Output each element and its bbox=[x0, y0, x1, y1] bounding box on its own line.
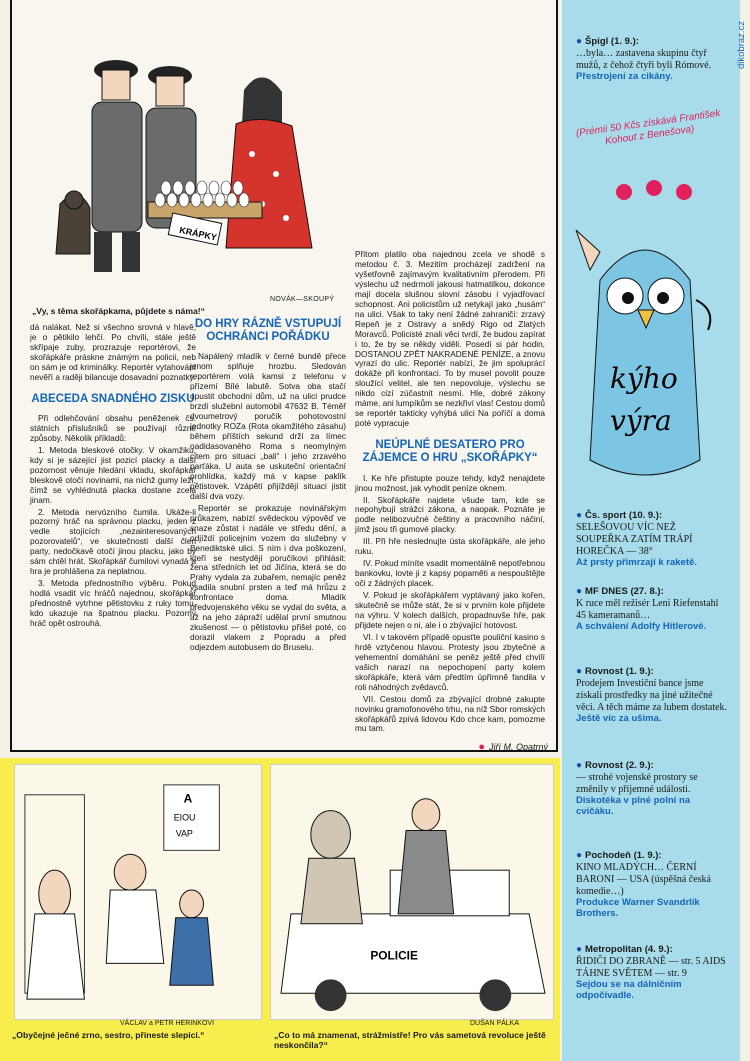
entry-quote: K ruce měl režisér Leni Riefenstahl 45 kameramanů… bbox=[576, 597, 719, 621]
sidebar-entry bbox=[576, 510, 728, 569]
entry-source: Rovnost bbox=[585, 760, 624, 771]
bullet-icon: ● bbox=[576, 760, 583, 771]
top-cartoon-illustration bbox=[30, 4, 348, 296]
heading-abeceda: ABECEDA SNADNÉHO ZISKU bbox=[31, 392, 195, 405]
entry-pun: Přestrojení za cikány. bbox=[576, 70, 673, 82]
article-paragraph: 2. Metoda nervózního čumila. Ukáže-li pozorný hráč na správnou placku, jeden z vedle stojících „nezainteresovaných pozorovatelů“, ve skutečnosti další člen party, nedočkavě otočí jinou placku, jako by sám chtěl hrát. Skořápkář čumilovi vynadá a hra je prohlášena za neplatnou. bbox=[30, 506, 196, 577]
owl-word-top: kýho bbox=[610, 362, 678, 395]
article-paragraph: VI. I v takovém případě opusťte pouliční kasino s hrdě vztyčenou hlavou. Protesty jsou zbytečné a vehementní domáhání se peněz ještě před chvílí vašich narazí na nepochopení party kolem skořápkáře, která vám předtím úpřímně fandila v roli náhodných zvědavců. bbox=[355, 631, 545, 692]
sidebar-entry bbox=[576, 944, 728, 1002]
eye-chart-line-1: A bbox=[183, 791, 193, 806]
entry-quote: ŘIDIČI DO ZBRANĚ — str. 5 AIDS TÁHNE SVĚTEM — str. 9 bbox=[576, 955, 726, 979]
eye-doctor-cartoon bbox=[14, 764, 262, 1020]
article-paragraph: VII. Cestou domů za zbývající drobné zakupte novinku gramofonového trhu, na níž Sbor romských skořápkářů zpívá lidovou Kdo chce kam, pomozme mu tam. bbox=[355, 693, 546, 734]
entry-pun: Sejdou se na dálničním odpočívadle. bbox=[576, 978, 682, 1001]
sidebar-entry bbox=[576, 666, 728, 725]
article-paragraph: 1. Metoda bleskové otočky. V okamžiku, kdy si je sázející jist pozicí placky a další pozornost věnuje hledání vkladu, skořápkář bleskově otočí novinami, na nichž gumy leží, čímž se vyhlédnutá placka dostane zcela jinam. bbox=[30, 444, 196, 505]
left-cartoon-caption: „Obyčejné ječné zrno, sestro, přineste slepici.“ bbox=[12, 1030, 205, 1040]
entry-date: (1. 9.): bbox=[610, 36, 639, 47]
article-paragraph: Přitom platilo oba najednou zcela ve shodě s metodou č. 3. Mezitím procházejí zadržení na vyšetřovně zajímavým kvalitativním přerodem. Při výslechu už nedrmolí jakousi hatmatilkou, dokonce mají docela slušnou slovní zásobu i vyjadřovací schopnost. Ani policistům už netykají jako „husám“ na ulici. Však to taky není žádné zahraničí: zrzavý Repeň je z Ostravy a snědý Rigo od Zlatých Moravců. Policisté znali věci tvrdí, že budou zapírat i to, že by se někdy viděli. Posedí si pár hodin, DOSTANOU ZPĚT NAKRADENÉ PENÍZE, a znovu vyrazí do ulic. Reportér nabízí, že jim spoluprácí dokáže při konfrontaci. To by musel povolit pouze sloužící velitel, ale ten nepovoluje, výslechu se nikdo cizí zúčastnit nesmí. Hle, dobré zákony máme, ani lumpíkům se nezkřiví vlas! Cestou domů se reportér takticky vyhýbá ulici Na poříčí a doma poté vypracuje bbox=[355, 249, 545, 429]
bullet-icon: ● bbox=[576, 586, 583, 597]
entry-pun: Až prsty přimrzají k raketě. bbox=[576, 556, 697, 568]
article-paragraph: Reportér se prokazuje novinářským průkazem, nabízí svědeckou výpověď ve snaze zůstat i nadále ve středu dění, a odjíždí policejním vozem do služebny v Benediktské ulici. S ním i dva poškození, kteří se nestydějí poručíkovi přihlásit: žena středních let od Jičína, která se do Prahy vydala za zubařem, nemajíc peněz vsadila snubní prsten a teď má hrůzu z konfrontace doma. Mladík předvojenského věku se vydal do světa, a už na jeho zápraží udělal první smutnou zkušenost — o pětistovku přišel poté, co dorazil vlakem z Popradu a před odjezdem autobusem do Bruselu. bbox=[190, 502, 346, 653]
article-paragraph: Při odlehčování obsahu peněženek čs. státních příslušníků se používají různé způsoby. Několik příkladů: bbox=[30, 412, 196, 443]
bullet-icon: ● bbox=[576, 510, 583, 521]
article-column-3 bbox=[355, 250, 545, 736]
entry-source: Rovnost bbox=[585, 666, 624, 677]
cartoon-band bbox=[0, 758, 560, 1061]
entry-date: (1. 9.): bbox=[625, 666, 654, 677]
entry-pun: A schválení Adolfy Hitlerové. bbox=[576, 620, 707, 632]
entry-pun: Ještě víc za ušima. bbox=[576, 712, 662, 724]
entry-date: (27. 8.): bbox=[630, 586, 664, 597]
eye-chart-line-2: EIOU bbox=[173, 812, 196, 823]
entry-date: (2. 9.): bbox=[625, 760, 654, 771]
article-paragraph: V. Pokud je skořápkářem vyptávaný jako kořen, skutečně se může stát, že si v prvním kole přijdete na výhru. V kolech dalších, propadnuvše hře, pak přijdete nejen o ni, ale i o zbývající hotovost. bbox=[355, 590, 545, 630]
article-paragraph: IV. Pokud míníte vsadit momentálně nepotřebnou bankovku, lovte ji z kapsy popaměti a nespouštějte oči z žádných placek. bbox=[355, 558, 545, 589]
site-tag: dikobraz.cz bbox=[736, 20, 747, 70]
right-cartoon-caption: „Co to má znamenat, strážmistře! Pro vás sametová revoluce ještě neskončila?“ bbox=[274, 1030, 546, 1051]
article-author bbox=[478, 741, 548, 753]
entry-date: (4. 9.): bbox=[644, 944, 673, 955]
bullet-icon: ● bbox=[576, 666, 583, 677]
entry-date: (10. 9.): bbox=[628, 510, 663, 521]
article-paragraph: 3. Metoda přednostního výběru. Pokud hodlá vsadit víc hráčů najednou, skořápkář přednostně vytrhne pětistovku z ruky tomu, kdo ukazuje na špatnou placku. Pozorný hráč opět ostrouhá. bbox=[30, 578, 196, 628]
top-cartoon-credit: NOVÁK—SKOUPÝ bbox=[270, 296, 335, 303]
article-paragraph: III. Při hře neslednujte ústa skořápkáře, ale jeho ruku. bbox=[355, 536, 545, 557]
left-cartoon-credit: VÁCLAV a PETR HERINKOVI bbox=[120, 1020, 215, 1027]
entry-pun: Produkce Warner Svandrlík Brothers. bbox=[576, 896, 700, 919]
author-name: Jiří M. Opatrný bbox=[488, 742, 548, 752]
bullet-dot-icon: ● bbox=[478, 741, 485, 753]
sidebar-entry bbox=[576, 586, 728, 633]
article-column-1 bbox=[30, 323, 196, 631]
sidebar-entry bbox=[576, 36, 728, 83]
sidebar-entry bbox=[576, 850, 728, 920]
article-column-2 bbox=[190, 318, 346, 655]
entry-quote: Prodejem Investiční bance jsme získali prostředky na jiné užitečné věci. A těch máme za lubem dostatek. bbox=[576, 677, 728, 713]
owl-mascot-illustration bbox=[570, 200, 720, 500]
article-paragraph: I. Ke hře přistupte pouze tehdy, když nenajdete jinou možnost, jak vyhodit peníze oknem. bbox=[355, 472, 545, 493]
article-paragraph: Napálený mladík v černé bundě přece jenom splňuje hrozbu. Sledován reportérem volá kamsi z telefonu v přízemí Bílé labutě. Sotva oba stačí opustit obchodní dům, už na ulici prudce brzdí služební automobil 47632 B. Téměř dvoumetrový poručík pohotovostní jednotky ROZa (Rota okamžitého zásahu) během příštích sekund drží za límec oadidasovaného Roma s neomylným citem pro situaci „bali“ i jeho zrzavého parťáka. U auta se uskuteční orientační prohlídka, každý má v kapse paklík pětistovek. Vzápětí přijíždějí situaci jistit další dva vozy. bbox=[190, 351, 346, 501]
top-cartoon-caption: „Vy, s těma skořápkama, půjdete s náma!“ bbox=[32, 306, 205, 316]
entry-quote: …byla… zastavena skupinu čtyř mužů, z čehož čtyři byli Rómové. bbox=[576, 47, 712, 71]
eye-chart-line-3: VAP bbox=[175, 828, 193, 839]
entry-source: Pochodeň bbox=[585, 850, 631, 861]
entry-quote: SELEŠOVOU VÍC NEŽ SOUPEŘKA ZATÍM TRÁPÍ HOREČKA — 38° bbox=[576, 521, 693, 557]
police-car-cartoon bbox=[270, 764, 554, 1020]
cartoon-sign-text: KRÁPKY bbox=[178, 224, 218, 243]
right-cartoon-credit: DUŠAN PÁLKA bbox=[470, 1020, 520, 1027]
owl-word-bottom: výra bbox=[610, 404, 672, 437]
entry-source: Metropolitan bbox=[585, 944, 643, 955]
police-car-text: POLICIE bbox=[370, 948, 418, 963]
bullet-icon: ● bbox=[576, 36, 583, 47]
entry-quote: KINO MLADÝCH… ČERNÍ BARONI — USA (úspěšná česká komedie…) bbox=[576, 861, 711, 897]
main-article-frame bbox=[10, 0, 558, 752]
page-margin bbox=[740, 0, 750, 1061]
heading-desatero: NEÚPLNÉ DESATERO PRO ZÁJEMCE O HRU „SKOŘÁPKY“ bbox=[362, 439, 538, 465]
article-paragraph: II. Skořápkáře najdete všude tam, kde se nepohybují strážci zákona, a naopak. Poznáte je podle nelibozvučné češtiny a pracovního náčiní, jímž jsou tři gumové placky. bbox=[355, 494, 545, 535]
bullet-icon: ● bbox=[576, 944, 583, 955]
prize-note: (Prémii 50 Kčs získává František Kohout z Benešova) bbox=[575, 107, 721, 148]
entry-source: MF DNES bbox=[585, 586, 628, 597]
decorative-dots bbox=[612, 178, 698, 202]
entry-source: Čs. sport bbox=[585, 510, 627, 521]
entry-source: Špígl bbox=[585, 36, 609, 47]
bullet-icon: ● bbox=[576, 850, 583, 861]
entry-date: (1. 9.): bbox=[633, 850, 662, 861]
sidebar-entry bbox=[576, 760, 728, 818]
heading-ochranci: DO HRY RÁZNĚ VSTUPUJÍ OCHRÁNCI POŘÁDKU bbox=[194, 318, 342, 344]
entry-quote: — strohé vojenské prostory se změnily v příjemné události. bbox=[576, 771, 698, 795]
article-paragraph: dá nalákat. Než si všechno srovná v hlavě, je o pětikilo lehčí. Po chvíli, stále ještě skřípaje zuby, prozrazuje reportérovi, že skořápkáře práskne známým na policii, neb on sám je od kriminálky. Reportér vytahování nevěří a raději bilancuje dosavadní poznatky. bbox=[30, 322, 196, 382]
entry-pun: Diskotéka v plné polní na cvičáku. bbox=[576, 794, 691, 817]
